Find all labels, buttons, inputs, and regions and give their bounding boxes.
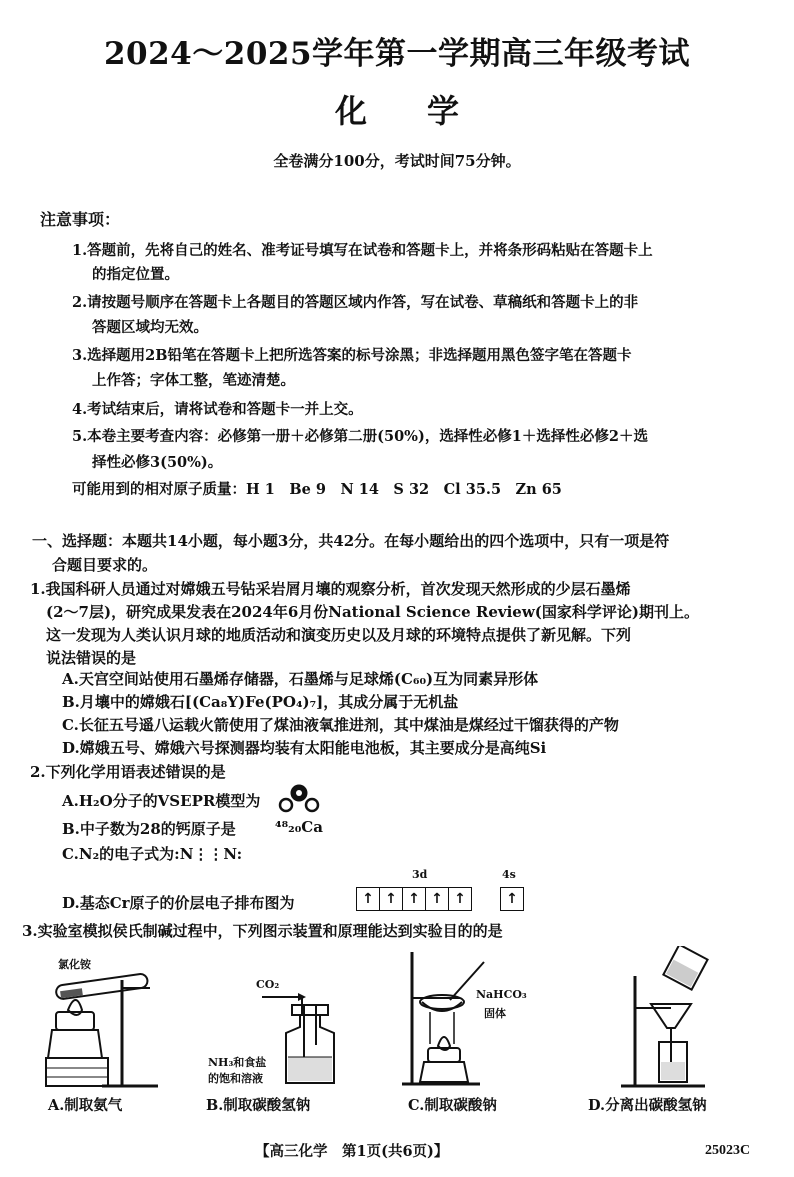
q1-stem: 说法错误的是 xyxy=(46,649,137,667)
q1-stem: 这一发现为人类认识月球的地质活动和演变历史以及月球的环境特点提供了新见解。下列 xyxy=(46,626,632,644)
notice-line: 1.答题前，先将自己的姓名、准考证号填写在试卷和答题卡上，并将条形码粘贴在答题卡上 xyxy=(72,242,653,259)
q2-option-a: A.H₂O分子的VSEPR模型为 xyxy=(62,792,261,810)
label-co2: CO₂ xyxy=(256,978,280,991)
label-4s: 4s xyxy=(502,868,516,881)
label-b-solution: 的饱和溶液 xyxy=(208,1072,263,1085)
label-b-solution: NH₃和食盐 xyxy=(208,1056,267,1069)
subject-title: 化学 xyxy=(334,92,519,130)
q3-stem: 3.实验室模拟侯氏制碱过程中，下列图示装置和原理能达到实验目的的是 xyxy=(22,922,503,940)
notice-line: 3.选择题用2B铅笔在答题卡上把所选答案的标号涂黑；非选择题用黑色签字笔在答题卡 xyxy=(72,347,632,364)
caption-a: A.制取氨气 xyxy=(48,1097,123,1114)
section-heading-cont: 合题目要求的。 xyxy=(52,556,158,574)
orbital-3d-boxes xyxy=(356,887,472,911)
notice-line: 答题区域均无效。 xyxy=(92,319,208,336)
section-heading: 一、选择题：本题共14小题，每小题3分，共42分。在每小题给出的四个选项中，只有一项是符 xyxy=(32,532,670,550)
orbital-box: ↑ xyxy=(426,888,449,910)
notice-line: 的指定位置。 xyxy=(92,266,179,283)
page-footer: 【高三化学 第1页(共6页)】 xyxy=(255,1143,449,1160)
q1-option-d: D.嫦娥五号、嫦娥六号探测器均装有太阳能电池板，其主要成分是高纯Si xyxy=(62,739,547,757)
label-ammonium-chloride: 氯化铵 xyxy=(58,958,91,971)
orbital-box: ↑ xyxy=(357,888,380,910)
label-c-solid: 固体 xyxy=(484,1007,506,1020)
orbital-4s-box xyxy=(500,887,524,911)
notice-line: 5.本卷主要考查内容：必修第一册＋必修第二册(50%)，选择性必修1＋选择性必修2＋选 xyxy=(72,428,648,445)
orbital-box: ↑ xyxy=(380,888,403,910)
vsepr-model-icon xyxy=(278,782,320,814)
exam-title: 2024～2025学年第一学期高三年级考试 xyxy=(103,36,691,72)
caption-b: B.制取碳酸氢钠 xyxy=(206,1097,311,1114)
q1-stem: (2～7层)，研究成果发表在2024年6月份National Science Review(国家科学评论)期刊上。 xyxy=(46,603,699,621)
label-3d: 3d xyxy=(412,868,428,881)
orbital-box: ↑ xyxy=(403,888,426,910)
apparatus-d-drawing xyxy=(615,946,715,1090)
caption-d: D.分离出碳酸氢钠 xyxy=(588,1097,707,1114)
q2-option-d: D.基态Cr原子的价层电子排布图为 xyxy=(62,894,295,912)
notice-line: 上作答；字体工整，笔迹清楚。 xyxy=(92,372,295,389)
notice-line: 2.请按题号顺序在答题卡上各题目的答题区域内作答，写在试卷、草稿纸和答题卡上的非 xyxy=(72,294,639,311)
exam-meta: 全卷满分100分，考试时间75分钟。 xyxy=(273,152,521,170)
notice-heading: 注意事项： xyxy=(40,210,121,229)
q1-option-c: C.长征五号遥八运载火箭使用了煤油液氧推进剂，其中煤油是煤经过干馏获得的产物 xyxy=(62,716,619,734)
q1-option-b: B.月壤中的嫦娥石[(Ca₈Y)Fe(PO₄)₇]，其成分属于无机盐 xyxy=(62,693,459,711)
caption-c: C.制取碳酸钠 xyxy=(408,1097,497,1114)
notice-line: 择性必修3(50%)。 xyxy=(92,454,223,471)
orbital-box: ↑ xyxy=(454,891,466,907)
paper-code: 25023C xyxy=(705,1143,751,1158)
apparatus-b-drawing xyxy=(252,975,352,1090)
notice-line: 4.考试结束后，请将试卷和答题卡一并上交。 xyxy=(72,401,363,418)
q1-option-a: A.天宫空间站使用石墨烯存储器，石墨烯与足球烯(C₆₀)互为同素异形体 xyxy=(62,670,539,688)
q2-nuclide: ⁴⁸₂₀Ca xyxy=(275,818,323,836)
q2-option-c: C.N₂的电子式为:N⋮⋮N: xyxy=(62,845,243,863)
atomic-masses: 可能用到的相对原子质量：H 1 Be 9 N 14 S 32 Cl 35.5 Zn 65 xyxy=(72,481,562,498)
label-nahco3: NaHCO₃ xyxy=(476,988,527,1001)
q1-stem: 1.我国科研人员通过对嫦娥五号钻采岩屑月壤的观察分析，首次发现天然形成的少层石墨烯 xyxy=(30,580,631,598)
q2-stem: 2.下列化学用语表述错误的是 xyxy=(30,763,226,781)
orbital-box: ↑ xyxy=(506,891,518,907)
q2-option-b: B.中子数为28的钙原子是 xyxy=(62,820,236,838)
